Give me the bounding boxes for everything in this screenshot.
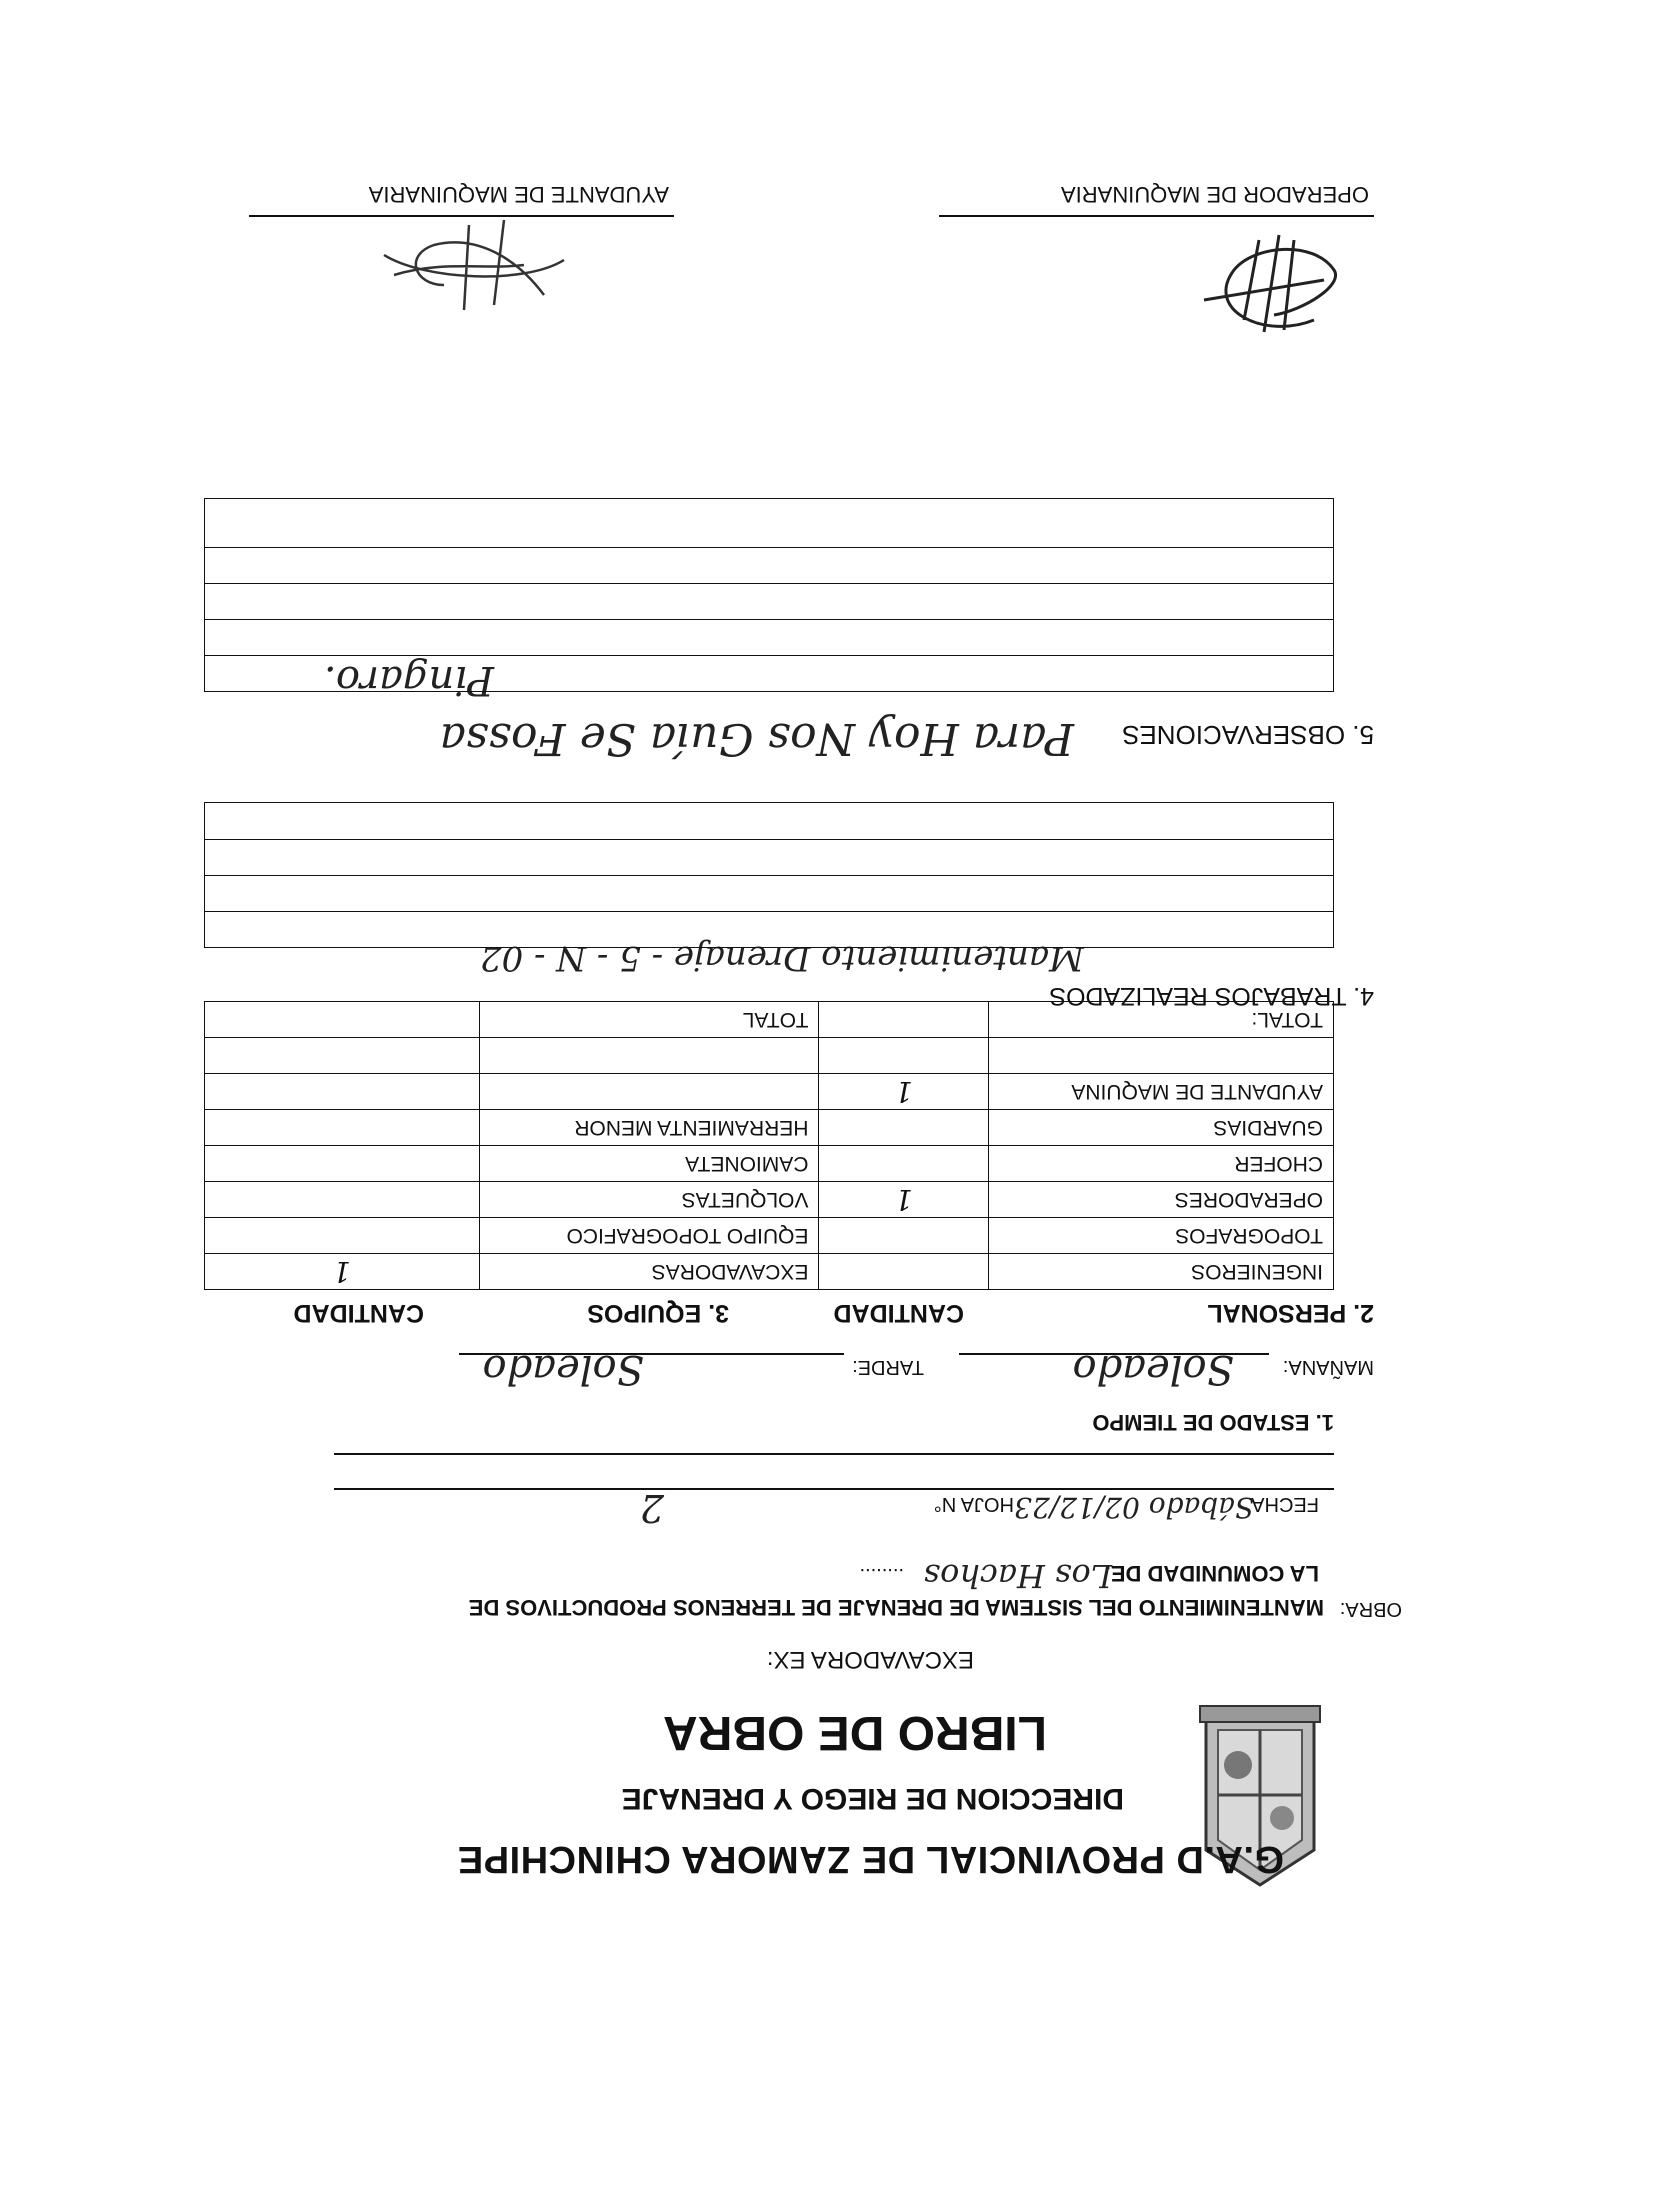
manana-line bbox=[959, 1353, 1269, 1355]
table-row bbox=[205, 1182, 1334, 1218]
equipo-qty bbox=[205, 1182, 480, 1218]
section-observaciones: 5. OBSERVACIONES bbox=[1122, 720, 1374, 750]
personal-equipos-table bbox=[204, 1001, 1334, 1290]
personal-qty bbox=[819, 1038, 989, 1074]
book-title: LIBRO DE OBRA bbox=[663, 1706, 1047, 1759]
obra-dots: ........ bbox=[859, 1564, 904, 1586]
tarde-line bbox=[459, 1353, 844, 1355]
section-trabajos: 4. TRABAJOS REALIZADOS bbox=[1049, 982, 1374, 1010]
equipo-qty bbox=[205, 1002, 480, 1038]
equipo-qty bbox=[205, 1038, 480, 1074]
equipo-item: EXCAVADORAS bbox=[479, 1254, 819, 1290]
personal-item: AYUDANTE DE MAQUINA bbox=[989, 1074, 1334, 1110]
personal-qty bbox=[819, 1254, 989, 1290]
department-title: DIRECCION DE RIEGO Y DRENAJE bbox=[621, 1782, 1124, 1815]
table-row bbox=[205, 1254, 1334, 1290]
fecha-line bbox=[334, 1488, 1334, 1490]
personal-item: OPERADORES bbox=[989, 1182, 1334, 1218]
institution-title: G.A.D PROVINCIAL DE ZAMORA CHINCHIPE bbox=[457, 1838, 1284, 1880]
personal-qty bbox=[819, 1146, 989, 1182]
obra-description: MANTENIMIENTO DEL SISTEMA DE DRENAJE DE TERRENOS PRODUCTIVOS DE bbox=[468, 1595, 1324, 1620]
manana-label: MAÑANA: bbox=[1282, 1356, 1374, 1378]
personal-item: INGENIEROS bbox=[989, 1254, 1334, 1290]
personal-item bbox=[989, 1038, 1334, 1074]
operador-line bbox=[939, 215, 1374, 217]
table-row bbox=[205, 1218, 1334, 1254]
equipo-qty: 1 bbox=[205, 1254, 480, 1290]
fecha-label: FECHA bbox=[1251, 1493, 1319, 1515]
personal-item: TOPOGRAFOS bbox=[989, 1218, 1334, 1254]
ayudante-signature bbox=[364, 215, 584, 315]
operador-signature bbox=[1174, 230, 1354, 340]
section-equipos: 3. EQUIPOS bbox=[587, 1299, 729, 1327]
table-row bbox=[205, 1038, 1334, 1074]
equipo-item: VOLQUETAS bbox=[479, 1182, 819, 1218]
observaciones-value-2: Pingaro. bbox=[323, 657, 494, 703]
obra-community-label: LA COMUNIDAD DE. bbox=[1104, 1561, 1319, 1586]
equipos-qty-header: CANTIDAD bbox=[293, 1299, 424, 1327]
trabajos-value: Mantenimiento Drenaje - 5 - N - 02 bbox=[479, 938, 1084, 978]
equipo-qty bbox=[205, 1074, 480, 1110]
ayudante-line bbox=[249, 215, 674, 217]
personal-item: GUARDIAS bbox=[989, 1110, 1334, 1146]
equipo-item bbox=[479, 1038, 819, 1074]
personal-qty bbox=[819, 1218, 989, 1254]
obra-label: OBRA: bbox=[1339, 1598, 1402, 1620]
equipo-item bbox=[479, 1074, 819, 1110]
observaciones-lines bbox=[204, 498, 1334, 692]
equipo-item: HERRAMIENTA MENOR bbox=[479, 1110, 819, 1146]
hoja-value: 2 bbox=[639, 1486, 664, 1530]
table-row bbox=[205, 1146, 1334, 1182]
table-row bbox=[205, 1074, 1334, 1110]
operador-label: OPERADOR DE MAQUINARIA bbox=[1060, 182, 1369, 207]
trabajos-lines bbox=[204, 802, 1334, 948]
section-personal: 2. PERSONAL bbox=[1207, 1299, 1374, 1327]
equipo-item: TOTAL bbox=[479, 1002, 819, 1038]
observaciones-value: Para Hoy Nos Guía Se Fossa bbox=[439, 713, 1074, 764]
personal-item: CHOFER bbox=[989, 1146, 1334, 1182]
equipo-item: EQUIPO TOPOGRAFICO bbox=[479, 1218, 819, 1254]
community-value: Los Hachos bbox=[923, 1557, 1112, 1595]
equipo-qty bbox=[205, 1146, 480, 1182]
manana-value: Soleado bbox=[1072, 1346, 1234, 1392]
personal-qty bbox=[819, 1002, 989, 1038]
equipo-item: CAMIONETA bbox=[479, 1146, 819, 1182]
personal-qty-header: CANTIDAD bbox=[833, 1299, 964, 1327]
fecha-line-2 bbox=[334, 1453, 1334, 1455]
ayudante-label: AYUDANTE DE MAQUINARIA bbox=[368, 182, 669, 207]
section-estado-tiempo: 1. ESTADO DE TIEMPO bbox=[1092, 1410, 1334, 1435]
machine-label: EXCAVADORA EX: bbox=[766, 1646, 974, 1673]
tarde-value: Soleado bbox=[482, 1346, 644, 1392]
equipo-qty bbox=[205, 1110, 480, 1146]
personal-qty: 1 bbox=[819, 1074, 989, 1110]
personal-qty: 1 bbox=[819, 1182, 989, 1218]
table-row bbox=[205, 1110, 1334, 1146]
fecha-value: Sábado 02/12/23 bbox=[1014, 1491, 1254, 1524]
tarde-label: TARDE: bbox=[852, 1356, 924, 1378]
hoja-label: HOJA N° bbox=[933, 1493, 1014, 1515]
equipo-qty bbox=[205, 1218, 480, 1254]
personal-qty bbox=[819, 1110, 989, 1146]
personal-item: TOTAL: bbox=[989, 1002, 1334, 1038]
